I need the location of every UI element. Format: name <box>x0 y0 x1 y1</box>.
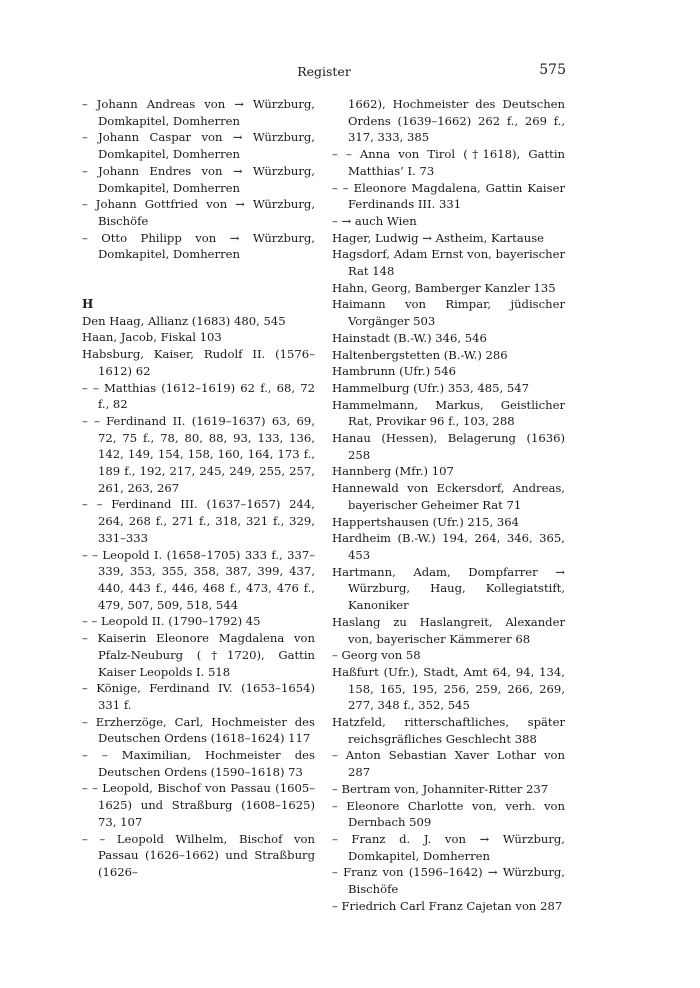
index-entry: – Anton Sebastian Xaver Lothar von 287 <box>332 748 565 780</box>
index-entry: – Bertram von, Johanniter-Ritter 237 <box>332 781 549 796</box>
index-entry: Haimann von Rimpar, jüdischer Vorgänger 503 <box>332 297 565 329</box>
index-entry: – – Anna von Tirol (†1618), Gattin Matthias’ I. 73 <box>332 147 565 178</box>
index-entry: – Erzherzöge, Carl, Hochmeister des Deutschen Ordens (1618–1624) 117 <box>82 714 315 746</box>
index-entry: – Franz d. J. von → Würzburg, Domkapitel, Domherren <box>332 831 565 863</box>
left-column <box>82 96 315 881</box>
index-entry: – – Leopold Wilhelm, Bischof von Passau (1626–1662) und Straßburg (1626– <box>82 831 315 879</box>
index-entry: Haßfurt (Ufr.), Stadt, Amt 64, 94, 134, 158, 165, 195, 256, 259, 266, 269, 277, 348 f., 352, 545 <box>332 664 565 713</box>
index-entry: Den Haag, Allianz (1683) 480, 545 <box>82 313 286 328</box>
index-entry: – – Eleonore Magdalena, Gattin Kaiser Ferdinands III. 331 <box>332 180 565 212</box>
index-entry: – – Maximilian, Hochmeister des Deutschen Ordens (1590–1618) 73 <box>82 748 315 779</box>
index-entry: – Friedrich Carl Franz Cajetan von 287 <box>332 898 563 913</box>
right-column <box>332 96 565 914</box>
index-entry: Happertshausen (Ufr.) 215, 364 <box>332 514 520 529</box>
index-entry: – Johann Caspar von → Würzburg, Domkapitel, Domherren <box>82 130 315 162</box>
index-entry: Hahn, Georg, Bamberger Kanzler 135 <box>332 280 556 295</box>
section-letter: H <box>82 297 94 312</box>
page-number: 575 <box>539 62 566 78</box>
index-entry: – Georg von 58 <box>332 648 421 663</box>
index-entry: – – Ferdinand III. (1637–1657) 244, 264, 268 f., 271 f., 318, 321 f., 329, 331–333 <box>82 497 315 545</box>
index-entry: Hartmann, Adam, Dompfarrer → Würzburg, Haug, Kollegiatstift, Kanoniker <box>332 564 565 613</box>
section-gap <box>82 263 315 296</box>
index-entry: – Otto Philipp von → Würzburg, Domkapitel, Domherren <box>82 230 315 262</box>
index-entry: Haslang zu Haslangreit, Alexander von, bayerischer Kämmerer 68 <box>332 614 565 646</box>
index-entry: – Könige, Ferdinand IV. (1653–1654) 331 f. <box>82 681 315 712</box>
index-entry: – Franz von (1596–1642) → Würzburg, Bischöfe <box>332 865 565 897</box>
index-entry: Hannberg (Mfr.) 107 <box>332 464 454 479</box>
page-header <box>82 62 566 82</box>
index-entry: Hatzfeld, ritterschaftliches, später reichsgräfliches Geschlecht 388 <box>332 715 565 746</box>
index-entry: Hammelmann, Markus, Geistlicher Rat, Provikar 96 f., 103, 288 <box>332 397 565 429</box>
index-entry: – – Leopold I. (1658–1705) 333 f., 337–339, 353, 355, 358, 387, 399, 437, 440, 443 f., 446, 468 f., 473, 476 f., 479, 507, 509, 518, 544 <box>82 547 315 612</box>
index-entry: Hagsdorf, Adam Ernst von, bayerischer Rat 148 <box>332 247 565 279</box>
index-entry: Hannewald von Eckersdorf, Andreas, bayerischer Geheimer Rat 71 <box>332 481 565 512</box>
index-entry: – Johann Endres von → Würzburg, Domkapitel, Domherren <box>82 163 315 195</box>
index-entry: – → auch Wien <box>332 213 417 228</box>
index-entry: Hainstadt (B.-W.) 346, 546 <box>332 330 487 345</box>
index-entry: – – Leopold, Bischof von Passau (1605–1625) und Straßburg (1608–1625) 73, 107 <box>82 781 315 829</box>
running-title: Register <box>297 64 351 79</box>
index-entry: – – Matthias (1612–1619) 62 f., 68, 72 f., 82 <box>82 380 315 412</box>
index-entry: – Eleonore Charlotte von, verh. von Dernbach 509 <box>332 798 565 830</box>
index-entry: Hardheim (B.-W.) 194, 264, 346, 365, 453 <box>332 531 565 562</box>
index-entry-continued: 1662), Hochmeister des Deutschen Ordens (1639–1662) 262 f., 269 f., 317, 333, 385 <box>348 97 565 145</box>
index-entry: – Johann Andreas von → Würzburg, Domkapitel, Domherren <box>82 97 315 128</box>
index-entry: Habsburg, Kaiser, Rudolf II. (1576–1612) 62 <box>82 347 315 378</box>
index-entry: – Kaiserin Eleonore Magdalena von Pfalz-Neuburg (†1720), Gattin Kaiser Leopolds I. 518 <box>82 631 315 679</box>
index-entry: – – Ferdinand II. (1619–1637) 63, 69, 72, 75 f., 78, 80, 88, 93, 133, 136, 142, 149, 154, 158, 160, 164, 173 f., 189 f., 192, 217, 245, 249, 255, 257, 261, 263, 267 <box>82 413 315 495</box>
index-entry: Hager, Ludwig → Astheim, Kartause <box>332 230 545 245</box>
index-entry: Haan, Jacob, Fiskal 103 <box>82 330 222 345</box>
index-entry: – – Leopold II. (1790–1792) 45 <box>82 614 261 629</box>
index-entry: Hambrunn (Ufr.) 546 <box>332 364 456 379</box>
index-entry: – Johann Gottfried von → Würzburg, Bischöfe <box>82 197 315 228</box>
index-entry: Haltenbergstetten (B.-W.) 286 <box>332 347 508 362</box>
index-entry: Hanau (Hessen), Belagerung (1636) 258 <box>332 431 565 462</box>
index-entry: Hammelburg (Ufr.) 353, 485, 547 <box>332 380 529 395</box>
